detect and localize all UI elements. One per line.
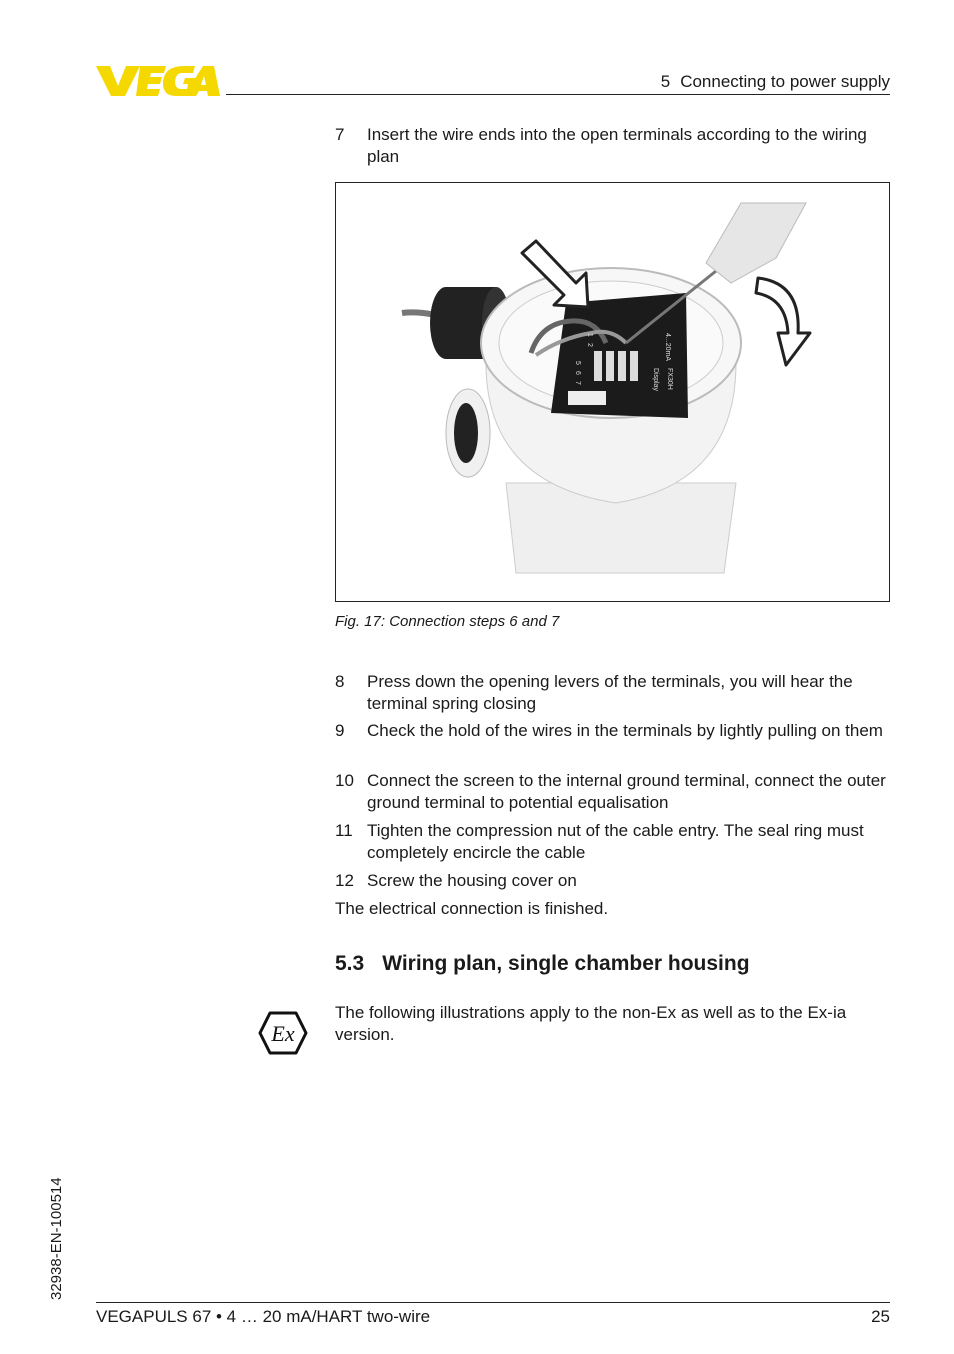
terminal-label: 6	[574, 371, 581, 375]
ex-icon-label: Ex	[271, 1021, 295, 1046]
step-text: Insert the wire ends into the open terminals according to the wiring plan	[367, 125, 867, 166]
terminal-label: 1	[586, 333, 593, 337]
footer-rule	[96, 1302, 890, 1303]
step-item	[335, 770, 891, 814]
page-number: 25	[871, 1307, 890, 1326]
step-item	[335, 720, 891, 742]
section-number: 5.3	[335, 952, 365, 975]
step-number: 12	[335, 871, 354, 890]
terminal-label: FX30H	[666, 368, 673, 390]
step-item	[335, 870, 891, 892]
housing-illustration	[336, 183, 889, 601]
step-number: 11	[335, 821, 353, 840]
rotate-arrow-icon	[756, 278, 810, 365]
header-section-title: Connecting to power supply	[680, 72, 890, 91]
terminal-label: 4...20mA	[664, 333, 671, 362]
step-number: 9	[335, 721, 345, 740]
figure-caption: Fig. 17: Connection steps 6 and 7	[335, 613, 560, 630]
step-text: Screw the housing cover on	[367, 871, 577, 890]
document-code: 32938-EN-100514	[48, 1177, 65, 1300]
step-text: Tighten the compression nut of the cable entry. The seal ring must completely encircle the cable	[367, 821, 864, 862]
footer-product: VEGAPULS 67 • 4 … 20 mA/HART two-wire	[96, 1307, 431, 1326]
step-number: 10	[335, 771, 354, 790]
step-number: 8	[335, 672, 345, 691]
step-item	[335, 820, 891, 864]
vega-logo	[96, 64, 220, 98]
terminal-label: 2	[586, 343, 593, 347]
ex-note-text: The following illustrations apply to the non-Ex as well as to the Ex-ia version.	[335, 1003, 847, 1044]
step-text: Connect the screen to the internal ground terminal, connect the outer ground terminal to potential equalisation	[367, 771, 886, 812]
step-item	[335, 671, 891, 715]
terminal-label: 5	[574, 361, 581, 365]
header-section-number: 5	[660, 72, 671, 91]
step-text: Press down the opening levers of the terminals, you will hear the terminal spring closing	[367, 672, 853, 713]
conclusion-text: The electrical connection is finished.	[335, 899, 609, 918]
terminal-label: Display	[652, 368, 659, 391]
step-item	[335, 124, 891, 168]
ex-hexagon-icon	[258, 1010, 308, 1056]
running-header	[661, 72, 890, 92]
section-heading	[335, 952, 750, 976]
header-rule	[226, 94, 890, 95]
terminal-label: 7	[574, 381, 581, 385]
step-text: Check the hold of the wires in the terminals by lightly pulling on them	[367, 721, 883, 740]
step-number: 7	[335, 125, 345, 144]
section-title: Wiring plan, single chamber housing	[382, 952, 750, 975]
figure-connection-steps	[335, 182, 890, 602]
second-entry	[446, 389, 490, 477]
